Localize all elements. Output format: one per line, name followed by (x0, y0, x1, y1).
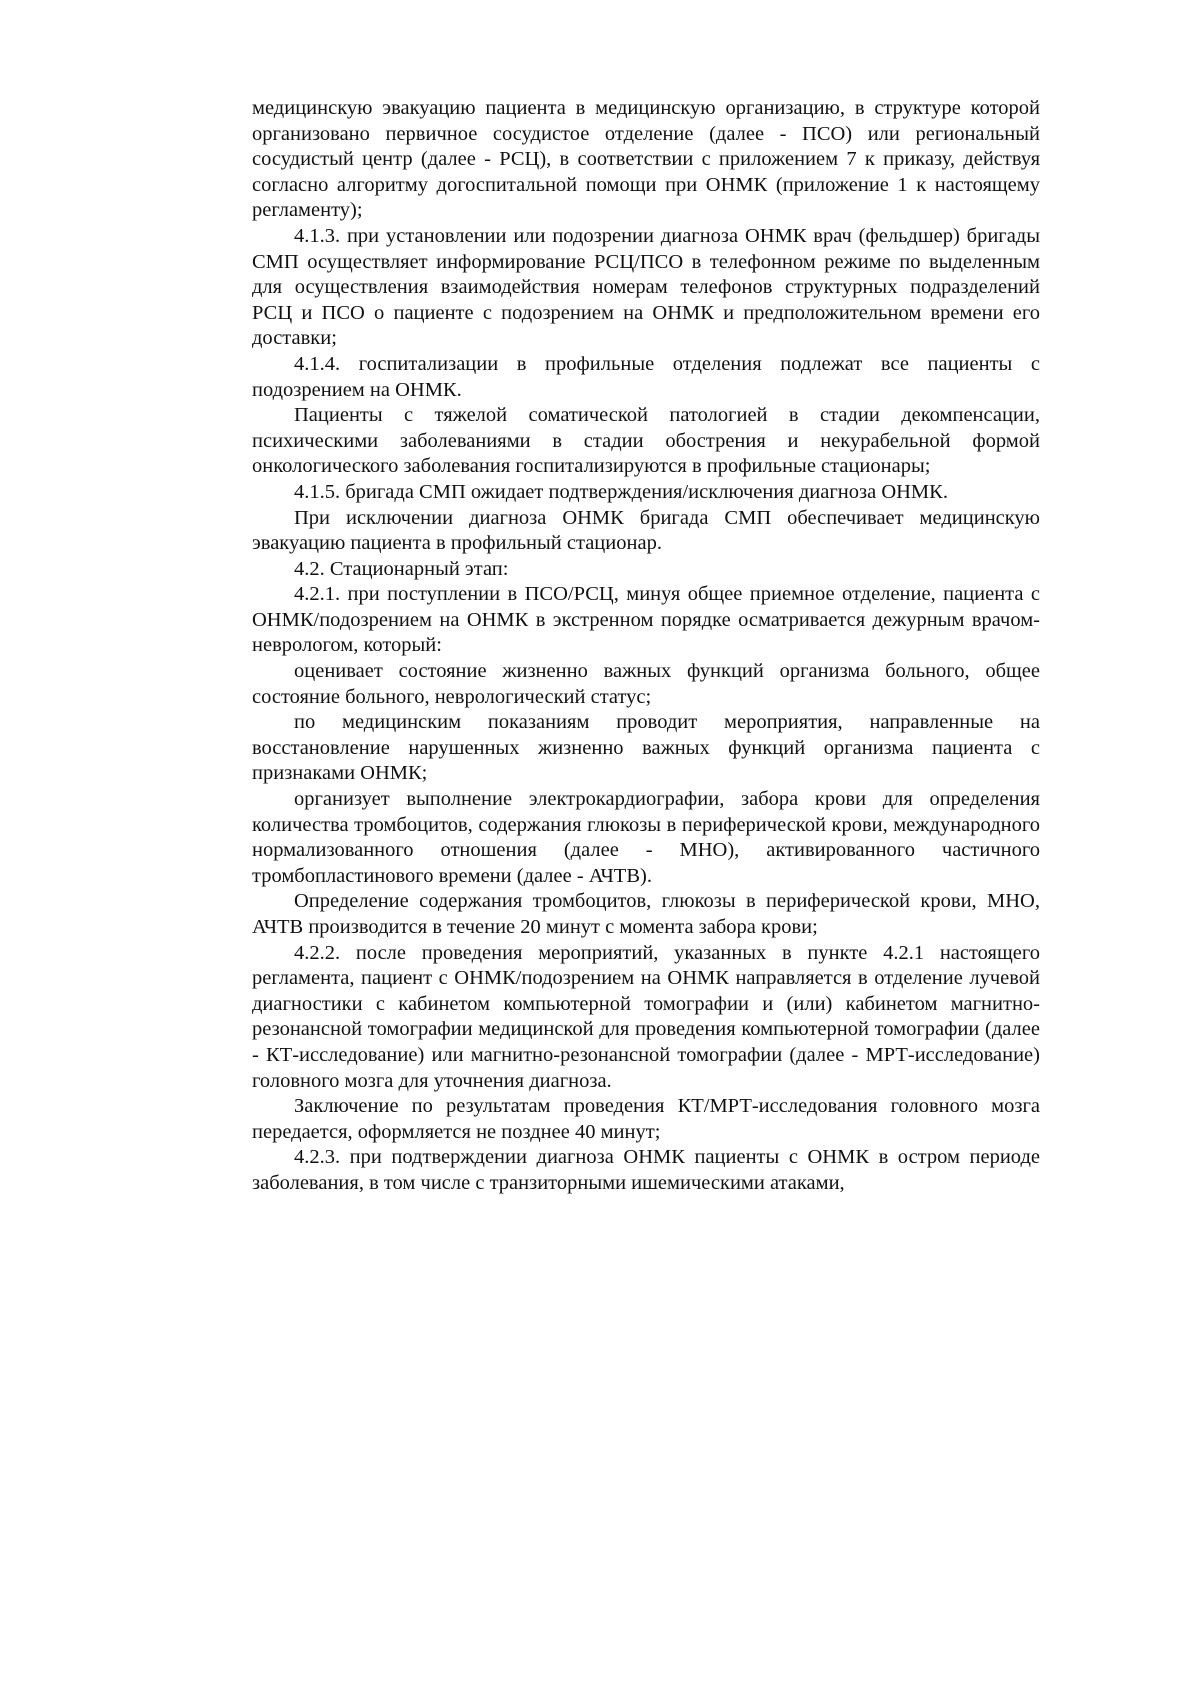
paragraph-12: Определение содержания тромбоцитов, глюкозы в периферической крови, МНО, АЧТВ производится в течение 20 минут с момента забора крови; (252, 890, 1040, 938)
paragraph-1: медицинскую эвакуацию пациента в медицинскую организацию, в структуре которой организовано первичное сосудистое отделение (далее - ПСО) или региональный сосудистый центр (далее - РСЦ), в соответствии с приложением 7 к приказу, действуя согласно алгоритму догоспитальной помощи при ОНМК (приложение 1 к настоящему регламенту); (252, 97, 1040, 222)
paragraph-4: Пациенты с тяжелой соматической патологией в стадии декомпенсации, психическими заболеваниями в стадии обострения и некурабельной формой онкологического заболевания госпитализируются в профильные стационары; (252, 404, 1040, 478)
paragraph-8: 4.2.1. при поступлении в ПСО/РСЦ, минуя общее приемное отделение, пациента с ОНМК/подозрением на ОНМК в экстренном порядке осматривается дежурным врачом-неврологом, который: (252, 583, 1040, 657)
paragraph-6: При исключении диагноза ОНМК бригада СМП обеспечивает медицинскую эвакуацию пациента в профильный стационар. (252, 506, 1040, 555)
paragraph-7: 4.2. Стационарный этап: (294, 557, 509, 580)
paragraph-15: 4.2.3. при подтверждении диагноза ОНМК пациенты с ОНМК в остром периоде заболевания, в том числе с транзиторными ишемическими атаками, (252, 1146, 1040, 1194)
paragraph-9: оценивает состояние жизненно важных функций организма больного, общее состояние больного, неврологический статус; (252, 660, 1040, 708)
paragraph-14: Заключение по результатам проведения КТ/МРТ-исследования головного мозга передается, оформляется не позднее 40 минут; (252, 1095, 1040, 1143)
paragraph-13: 4.2.2. после проведения мероприятий, указанных в пункте 4.2.1 настоящего регламента, пациент с ОНМК/подозрением на ОНМК направляется в отделение лучевой диагностики с кабинетом компьютерной томографии и (или) кабинетом магнитно-резонансной томографии медицинской для проведения компьютерной томографии (далее - КТ-исследование) или магнитно-резонансной томографии (далее - МРТ-исследование) головного мозга для уточнения диагноза. (252, 941, 1040, 1092)
paragraph-3: 4.1.4. госпитализации в профильные отделения подлежат все пациенты с подозрением на ОНМК. (252, 352, 1040, 401)
paragraph-5: 4.1.5. бригада СМП ожидает подтверждения/исключения диагноза ОНМК. (294, 480, 948, 503)
paragraph-10: по медицинским показаниям проводит мероприятия, направленные на восстановление нарушенных жизненно важных функций организма пациента с признаками ОНМК; (252, 711, 1040, 785)
paragraph-2: 4.1.3. при установлении или подозрении диагноза ОНМК врач (фельдшер) бригады СМП осуществляет информирование РСЦ/ПСО в телефонном режиме по выделенным для осуществления взаимодействия номерам телефонов структурных подразделений РСЦ и ПСО о пациенте с подозрением на ОНМК и предположительном времени его доставки; (252, 224, 1040, 350)
document-page (252, 96, 1040, 1197)
paragraph-11: организует выполнение электрокардиографии, забора крови для определения количества тромбоцитов, содержания глюкозы в периферической крови, международного нормализованного отношения (далее - МНО), активированного частичного тромбопластинового времени (далее - АЧТВ). (252, 788, 1040, 887)
